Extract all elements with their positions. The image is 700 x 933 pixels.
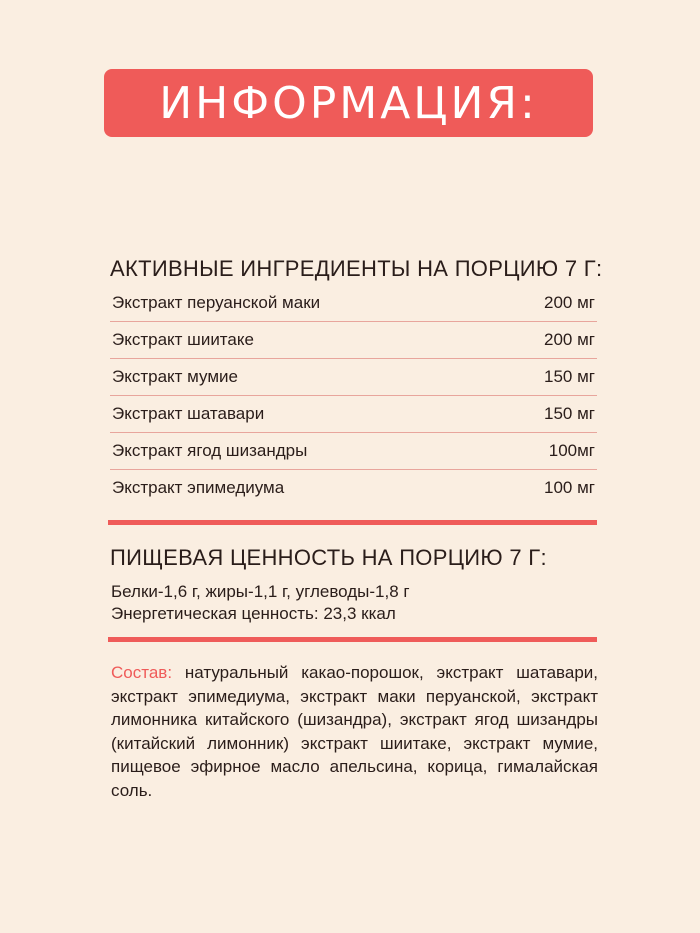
ingredient-amount: 200 мг (544, 293, 595, 312)
ingredient-amount: 150 мг (544, 367, 595, 386)
list-item (110, 433, 597, 470)
nutrition-line-energy: Энергетическая ценность: 23,3 ккал (111, 604, 396, 623)
composition-text (111, 661, 598, 802)
composition-label: Состав: (111, 663, 173, 682)
divider (108, 637, 597, 642)
list-item (110, 322, 597, 359)
ingredient-amount: 100мг (548, 441, 595, 460)
ingredient-amount: 200 мг (544, 330, 595, 349)
ingredient-name: Экстракт шатавари (112, 404, 265, 423)
title-banner (104, 69, 593, 137)
ingredient-name: Экстракт ягод шизандры (112, 441, 308, 460)
composition-body: натуральный какао-порошок, экстракт шатавари, экстракт эпимедиума, экстракт маки перуанской, экстракт лимонника китайского (шизандра), экстракт ягод шизандры (китайский лимонник) экстракт шиитаке, экстракт мумие, пищевое эфирное масло апельсина, корица, гималайская соль. (111, 663, 598, 800)
ingredient-name: Экстракт перуанской маки (112, 293, 321, 312)
active-ingredients-heading: АКТИВНЫЕ ИНГРЕДИЕНТЫ НА ПОРЦИЮ 7 Г: (110, 256, 603, 281)
ingredient-name: Экстракт шиитаке (112, 330, 254, 349)
nutrition-info (111, 581, 410, 625)
ingredient-name: Экстракт мумие (112, 367, 239, 386)
list-item (110, 470, 597, 506)
nutrition-line-macros: Белки-1,6 г, жиры-1,1 г, углеводы-1,8 г (111, 582, 410, 601)
nutrition-heading: ПИЩЕВАЯ ЦЕННОСТЬ НА ПОРЦИЮ 7 Г: (110, 545, 547, 570)
divider (108, 520, 597, 525)
list-item (110, 359, 597, 396)
ingredient-amount: 100 мг (544, 478, 595, 497)
ingredients-list (110, 285, 597, 506)
list-item (110, 285, 597, 322)
page-title: ИНФОРМАЦИЯ: (159, 77, 538, 129)
ingredient-amount: 150 мг (544, 404, 595, 423)
ingredient-name: Экстракт эпимедиума (112, 478, 285, 497)
list-item (110, 396, 597, 433)
